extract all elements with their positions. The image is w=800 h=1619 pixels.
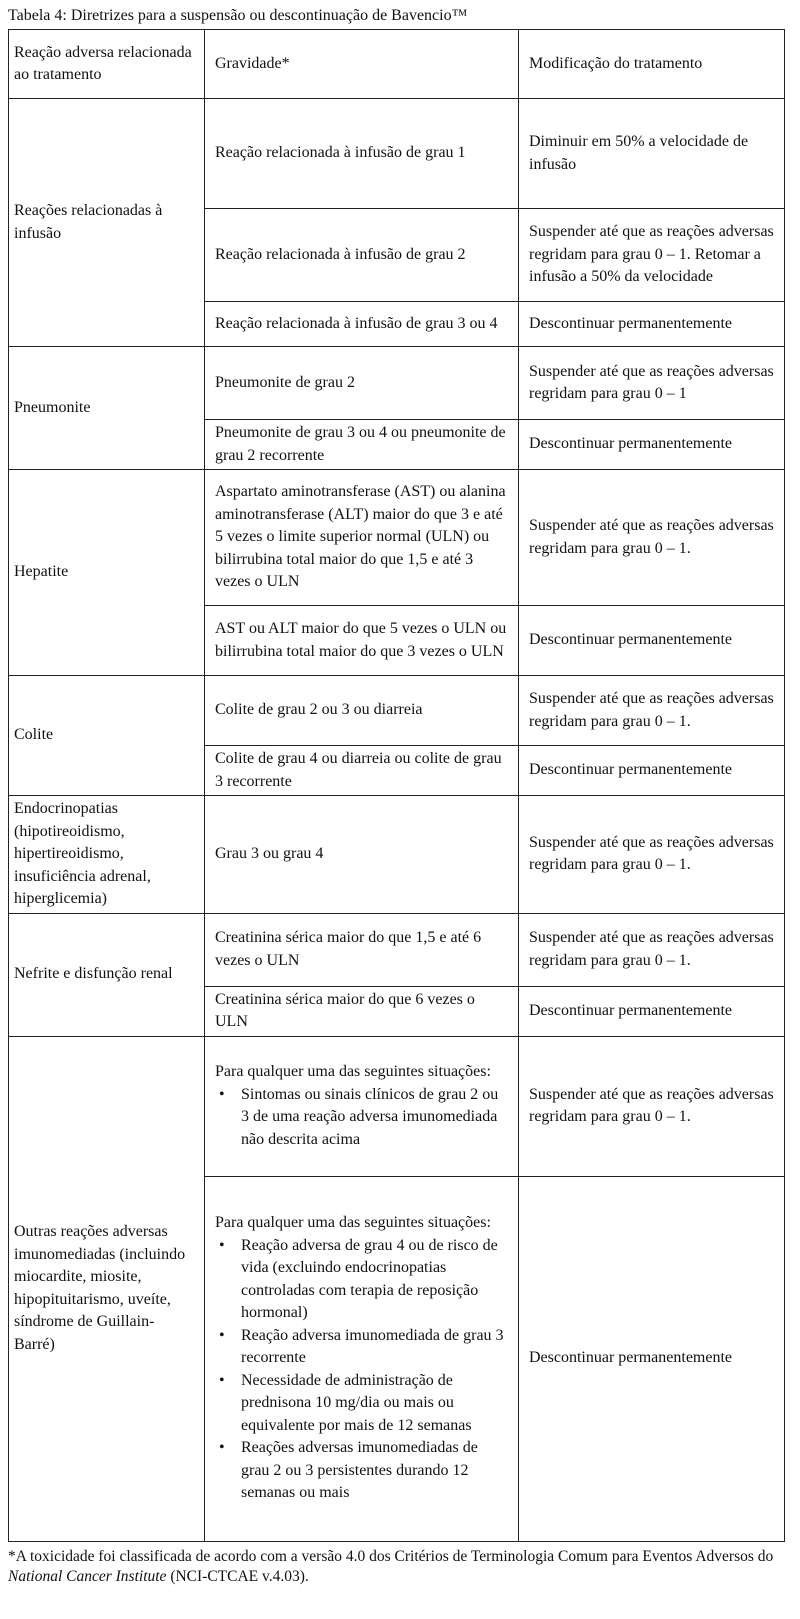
- reaction-infusion: Reações relacionadas à infusão: [9, 99, 205, 347]
- severity-cell: Pneumonite de grau 3 ou 4 ou pneumonite de grau 2 recorrente: [205, 420, 519, 470]
- severity-bullet-list: [215, 1084, 508, 1152]
- severity-cell: Aspartato aminotransferase (AST) ou alanina aminotransferase (ALT) maior do que 3 e até 5 vezes o limite superior normal (ULN) ou bilirrubina total maior do que 1,5 e até 3 vezes o ULN: [205, 470, 519, 606]
- severity-cell: Creatinina sérica maior do que 6 vezes o ULN: [205, 986, 519, 1036]
- table-header-row: [9, 30, 785, 99]
- severity-cell: Colite de grau 4 ou diarreia ou colite de grau 3 recorrente: [205, 746, 519, 796]
- severity-cell: Reação relacionada à infusão de grau 1: [205, 99, 519, 209]
- header-treatment-modification: Modificação do tratamento: [519, 30, 785, 99]
- reaction-colitis: Colite: [9, 676, 205, 796]
- discontinuation-guidelines-table: [8, 29, 785, 1542]
- reaction-nephritis: Nefrite e disfunção renal: [9, 913, 205, 1036]
- footnote-text-start: *A toxicidade foi classificada de acordo com a versão 4.0 dos Critérios de Terminologia Comum para Eventos Adversos do: [8, 1548, 774, 1565]
- modification-cell: Suspender até que as reações adversas regridam para grau 0 – 1. Retomar a infusão a 50% da velocidade: [519, 209, 785, 302]
- modification-cell: Descontinuar permanentemente: [519, 746, 785, 796]
- severity-cell: AST ou ALT maior do que 5 vezes o ULN ou bilirrubina total maior do que 3 vezes o ULN: [205, 606, 519, 676]
- bullet-item: • Reações adversas imunomediadas de grau 2 ou 3 persistentes durando 12 semanas ou mais: [241, 1437, 508, 1505]
- modification-cell: Suspender até que as reações adversas regridam para grau 0 – 1.: [519, 913, 785, 986]
- severity-bullet-list: [215, 1235, 508, 1505]
- modification-cell: Suspender até que as reações adversas regridam para grau 0 – 1.: [519, 796, 785, 914]
- severity-cell: Colite de grau 2 ou 3 ou diarreia: [205, 676, 519, 746]
- severity-cell: [205, 1036, 519, 1176]
- modification-cell: Descontinuar permanentemente: [519, 606, 785, 676]
- bullet-item: • Necessidade de administração de prednisona 10 mg/dia ou mais ou equivalente por mais de 12 semanas: [241, 1370, 508, 1438]
- modification-cell: Suspender até que as reações adversas regridam para grau 0 – 1.: [519, 470, 785, 606]
- table-footnote: [8, 1547, 788, 1587]
- bullet-item: • Reação adversa imunomediada de grau 3 recorrente: [241, 1325, 508, 1370]
- modification-cell: Suspender até que as reações adversas regridam para grau 0 – 1.: [519, 676, 785, 746]
- footnote-text-end: (NCI-CTCAE v.4.03).: [166, 1568, 309, 1585]
- table-row: [9, 676, 785, 746]
- table-row: [9, 1036, 785, 1176]
- reaction-pneumonitis: Pneumonite: [9, 347, 205, 470]
- modification-cell: Descontinuar permanentemente: [519, 1176, 785, 1541]
- table-row: [9, 913, 785, 986]
- modification-cell: Descontinuar permanentemente: [519, 420, 785, 470]
- header-adverse-reaction: Reação adversa relacionada ao tratamento: [9, 30, 205, 99]
- modification-cell: Diminuir em 50% a velocidade de infusão: [519, 99, 785, 209]
- severity-cell: Creatinina sérica maior do que 1,5 e até 6 vezes o ULN: [205, 913, 519, 986]
- severity-intro: Para qualquer uma das seguintes situações:: [215, 1063, 491, 1080]
- severity-intro: Para qualquer uma das seguintes situações:: [215, 1214, 491, 1232]
- table-row: [9, 347, 785, 420]
- severity-cell: [205, 1176, 519, 1541]
- header-severity: Gravidade*: [205, 30, 519, 99]
- table-caption: Tabela 4: Diretrizes para a suspensão ou descontinuação de Bavencio™: [8, 7, 468, 24]
- reaction-hepatitis: Hepatite: [9, 470, 205, 676]
- reaction-endocrinopathies: Endocrinopatias (hipotireoidismo, hipertireoidismo, insuficiência adrenal, hiperglicemia): [9, 796, 205, 914]
- severity-cell: Reação relacionada à infusão de grau 2: [205, 209, 519, 302]
- modification-cell: Descontinuar permanentemente: [519, 986, 785, 1036]
- severity-cell: Grau 3 ou grau 4: [205, 796, 519, 914]
- footnote-institute-name: National Cancer Institute: [8, 1568, 167, 1585]
- severity-cell: Reação relacionada à infusão de grau 3 ou 4: [205, 302, 519, 347]
- modification-cell: Descontinuar permanentemente: [519, 302, 785, 347]
- table-row: [9, 796, 785, 914]
- severity-cell: Pneumonite de grau 2: [205, 347, 519, 420]
- table-row: [9, 99, 785, 209]
- reaction-other-immune: Outras reações adversas imunomediadas (incluindo miocardite, miosite, hipopituitarismo, uveíte, síndrome de Guillain-Barré): [9, 1036, 205, 1541]
- modification-cell: Suspender até que as reações adversas regridam para grau 0 – 1: [519, 347, 785, 420]
- bullet-item: • Reação adversa de grau 4 ou de risco de vida (excluindo endocrinopatias controladas com terapia de reposição hormonal): [241, 1235, 508, 1325]
- bullet-item: • Sintomas ou sinais clínicos de grau 2 ou 3 de uma reação adversa imunomediada não descrita acima: [241, 1084, 508, 1152]
- modification-cell: Suspender até que as reações adversas regridam para grau 0 – 1.: [519, 1036, 785, 1176]
- table-row: [9, 470, 785, 606]
